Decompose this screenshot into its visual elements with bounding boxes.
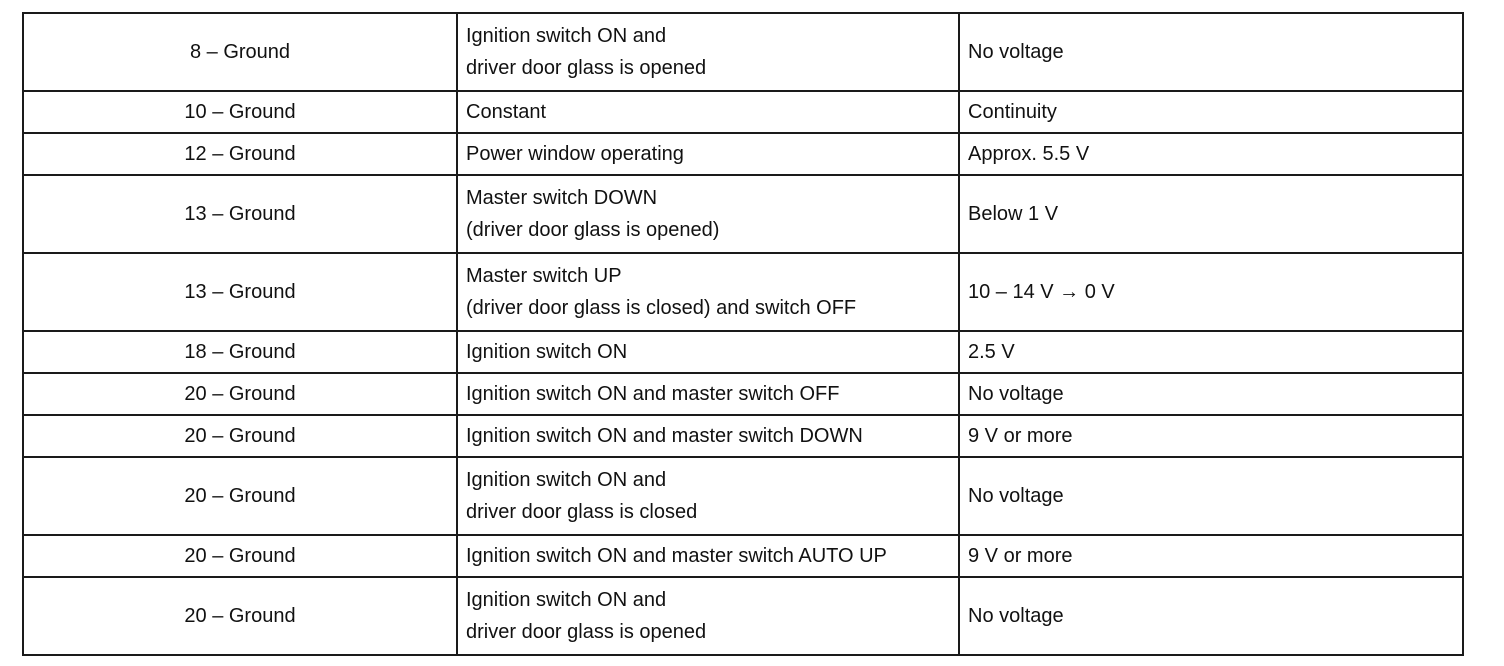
condition-cell: [457, 373, 959, 415]
condition-line: Constant: [466, 101, 547, 123]
terminal-cell: 18 – Ground: [23, 331, 457, 373]
condition-line: Ignition switch ON and: [466, 469, 667, 491]
condition-cell: [457, 133, 959, 175]
table-row: [23, 373, 1463, 415]
condition-line: Ignition switch ON and master switch DOWN: [466, 425, 863, 447]
table-row: [23, 13, 1463, 91]
specification-cell: No voltage: [959, 373, 1463, 415]
condition-cell: [457, 457, 959, 535]
terminal-cell: 20 – Ground: [23, 535, 457, 577]
table-row: [23, 91, 1463, 133]
specification-cell: 9 V or more: [959, 535, 1463, 577]
condition-line: Ignition switch ON and master switch OFF: [466, 383, 840, 405]
specification-cell: 2.5 V: [959, 331, 1463, 373]
condition-cell: [457, 13, 959, 91]
specification-cell: Continuity: [959, 91, 1463, 133]
table-row: [23, 331, 1463, 373]
terminal-cell: 20 – Ground: [23, 577, 457, 655]
condition-line: Ignition switch ON and master switch AUTO UP: [466, 545, 887, 567]
table-row: [23, 577, 1463, 655]
table-row: [23, 253, 1463, 331]
specification-cell: 10 – 14 V → 0 V: [959, 253, 1463, 331]
condition-line: Master switch DOWN: [466, 187, 658, 209]
terminal-cell: 20 – Ground: [23, 415, 457, 457]
terminal-cell: 13 – Ground: [23, 253, 457, 331]
terminal-cell: 8 – Ground: [23, 13, 457, 91]
specification-cell: Approx. 5.5 V: [959, 133, 1463, 175]
condition-line: driver door glass is opened: [466, 621, 707, 643]
table-row: [23, 415, 1463, 457]
condition-line: Power window operating: [466, 143, 684, 165]
table-row: [23, 457, 1463, 535]
condition-cell: [457, 253, 959, 331]
table-row: [23, 175, 1463, 253]
table-body: [23, 13, 1463, 655]
condition-cell: [457, 535, 959, 577]
condition-cell: [457, 577, 959, 655]
condition-cell: [457, 415, 959, 457]
terminal-cell: 13 – Ground: [23, 175, 457, 253]
table-row: [23, 535, 1463, 577]
condition-line: driver door glass is closed: [466, 501, 698, 523]
condition-line: (driver door glass is opened): [466, 219, 720, 241]
condition-line: (driver door glass is closed) and switch OFF: [466, 297, 857, 319]
terminal-cell: 12 – Ground: [23, 133, 457, 175]
condition-cell: [457, 175, 959, 253]
terminal-cell: 20 – Ground: [23, 373, 457, 415]
terminal-cell: 20 – Ground: [23, 457, 457, 535]
table-row: [23, 133, 1463, 175]
condition-line: Ignition switch ON and: [466, 25, 667, 47]
specification-cell: No voltage: [959, 577, 1463, 655]
specification-cell: Below 1 V: [959, 175, 1463, 253]
terminal-spec-table: [22, 12, 1464, 656]
condition-line: Ignition switch ON and: [466, 589, 667, 611]
condition-line: driver door glass is opened: [466, 57, 707, 79]
condition-cell: [457, 91, 959, 133]
condition-cell: [457, 331, 959, 373]
condition-line: Master switch UP: [466, 265, 622, 287]
terminal-cell: 10 – Ground: [23, 91, 457, 133]
specification-cell: 9 V or more: [959, 415, 1463, 457]
condition-line: Ignition switch ON: [466, 341, 628, 363]
specification-cell: No voltage: [959, 457, 1463, 535]
specification-cell: No voltage: [959, 13, 1463, 91]
